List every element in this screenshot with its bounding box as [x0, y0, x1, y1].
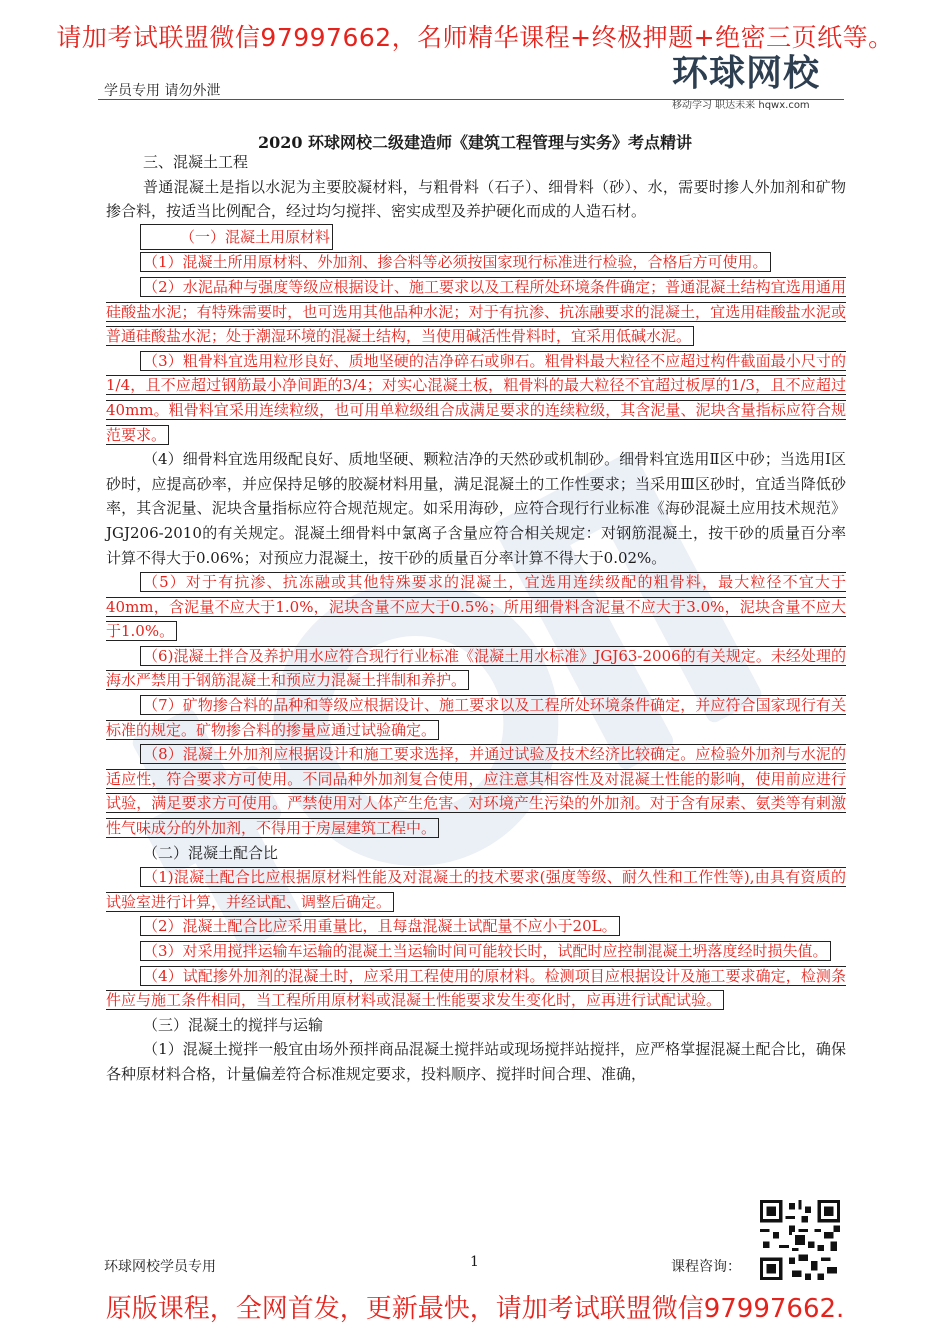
- footer-label: 环球网校学员专用: [104, 1259, 216, 1275]
- top-promo-banner: 请加考试联盟微信97997662，名师精华课程+终极押题+绝密三页纸等。: [56, 23, 894, 52]
- material-item-5: （5）对于有抗渗、抗冻融或其他特殊要求的混凝土，宜选用连续级配的粗骨料，最大粒径不宜大于40mm，含泥量不应大于1.0%，泥块含量不应大于0.5%；所用细骨料含泥量不应大于3.0%，泥块含量不应大于1.0%。: [106, 573, 846, 641]
- mix-item-4: （4）试配掺外加剂的混凝土时，应采用工程使用的原材料。检测项目应根据设计及施工要求确定，检测条件应与施工条件相同，当工程所用原材料或混凝土性能要求发生变化时，应再进行试配试验。: [106, 966, 846, 1010]
- mix-item-2: （2）混凝土配合比应采用重量比，且每盘混凝土试配量不应小于20L。: [140, 916, 620, 936]
- material-item-8: （8）混凝土外加剂应根据设计和施工要求选择，并通过试验及技术经济比较确定。应检验外加剂与水泥的适应性，符合要求方可使用。不同品种外加剂复合使用，应注意其相容性及对混凝土性能的影响，使用前应进行试验，满足要求方可使用。严禁使用对人体产生危害、对环境产生污染的外加剂。对于含有尿素、氨类等有刺激性气味成分的外加剂，不得用于房屋建筑工程中。: [106, 745, 846, 838]
- logo-text: 环球网校: [672, 53, 821, 94]
- qr-code-icon: [760, 1200, 840, 1280]
- header-confidential-label: 学员专用 请勿外泄: [104, 83, 221, 99]
- subsection-heading-mixing: （三）混凝土的搅拌与运输: [143, 1015, 324, 1034]
- section-heading: 三、混凝土工程: [143, 153, 249, 171]
- brand-logo: [672, 54, 852, 111]
- material-item-1: （1）混凝土所用原材料、外加剂、掺合料等必须按国家现行标准进行检验，合格后方可使用。: [140, 252, 771, 272]
- document-body: [106, 150, 846, 1087]
- mix-item-1: （1)混凝土配合比应根据原材料性能及对混凝土的技术要求(强度等级、耐久性和工作性等),由具有资质的试验室进行计算，并经试配、调整后确定。: [106, 868, 846, 911]
- mix-item-3: （3）对采用搅拌运输车运输的混凝土当运输时间可能较长时，试配时应控制混凝土坍落度经时损失值。: [140, 941, 831, 961]
- bottom-promo-banner: 原版课程，全网首发，更新最快，请加考试联盟微信97997662.: [105, 1294, 845, 1324]
- material-item-4: （4）细骨料宜选用级配良好、质地坚硬、颗粒洁净的天然砂或机制砂。细骨料宜选用Ⅱ区中砂；当选用Ⅰ区砂时，应提高砂率，并应保持足够的胶凝材料用量，满足混凝土的工作性要求；当采用Ⅲ区砂时，宜适当降低砂率，其含泥量、泥块含量指标应符合规范规定。如采用海砂，应符合现行行业标准《海砂混凝土应用技术规范》JGJ206-2010的有关规定。混凝土细骨料中氯离子含量应符合相关规定：对钢筋混凝土，按干砂的质量百分率计算不得大于0.06%；对预应力混凝土，按干砂的质量百分率计算不得大于0.02%。: [106, 450, 846, 567]
- subsection-heading-mix: （二）混凝土配合比: [143, 843, 279, 862]
- logo-slogan: 移动学习 职达未来 hqwx.com: [672, 100, 810, 111]
- header-divider: [98, 99, 844, 100]
- footer-consult-label: 课程咨询：: [671, 1259, 741, 1275]
- material-item-6: （6)混凝土拌合及养护用水应符合现行行业标准《混凝土用水标准》JGJ63-2006的有关规定。未经处理的海水严禁用于钢筋混凝土和预应力混凝土拌制和养护。: [106, 646, 846, 690]
- material-item-3: （3）粗骨料宜选用粒形良好、质地坚硬的洁净碎石或卵石。粗骨料最大粒径不应超过构件截面最小尺寸的1/4，且不应超过钢筋最小净间距的3/4；对实心混凝土板，粗骨料的最大粒径不宜超过板厚的1/3，且不应超过40mm。粗骨料宜采用连续粒级，也可用单粒级组合成满足要求的连续粒级，其含泥量、泥块含量指标应符合规范要求。: [106, 351, 846, 444]
- intro-paragraph: 普通混凝土是指以水泥为主要胶凝材料，与粗骨料（石子）、细骨料（砂）、水，需要时掺人外加剂和矿物掺合料，按适当比例配合，经过均匀搅拌、密实成型及养护硬化而成的人造石材。: [106, 177, 846, 221]
- page-number: 1: [470, 1254, 479, 1270]
- document-title: 2020 环球网校二级建造师《建筑工程管理与实务》考点精讲: [257, 133, 693, 152]
- subsection-heading-materials: （一）混凝土用原材料: [140, 224, 333, 251]
- material-item-7: （7）矿物掺合料的品种和等级应根据设计、施工要求以及工程所处环境条件确定，并应符合国家现行有关标准的规定。矿物掺合料的掺量应通过试验确定。: [106, 696, 846, 739]
- material-item-2: （2）水泥品种与强度等级应根据设计、施工要求以及工程所处环境条件确定；普通混凝土结构宜选用通用硅酸盐水泥；有特殊需要时，也可选用其他品种水泥；对于有抗渗、抗冻融要求的混凝土，宜选用硅酸盐水泥或普通硅酸盐水泥；处于潮湿环境的混凝土结构，当使用碱活性骨料时，宜采用低碱水泥。: [106, 277, 846, 346]
- mixing-item-1: （1）混凝土搅拌一般宜由场外预拌商品混凝土搅拌站或现场搅拌站搅拌，应严格掌握混凝土配合比，确保各种原材料合格，计量偏差符合标准规定要求，投料顺序、搅拌时间合理、准确，: [106, 1040, 846, 1083]
